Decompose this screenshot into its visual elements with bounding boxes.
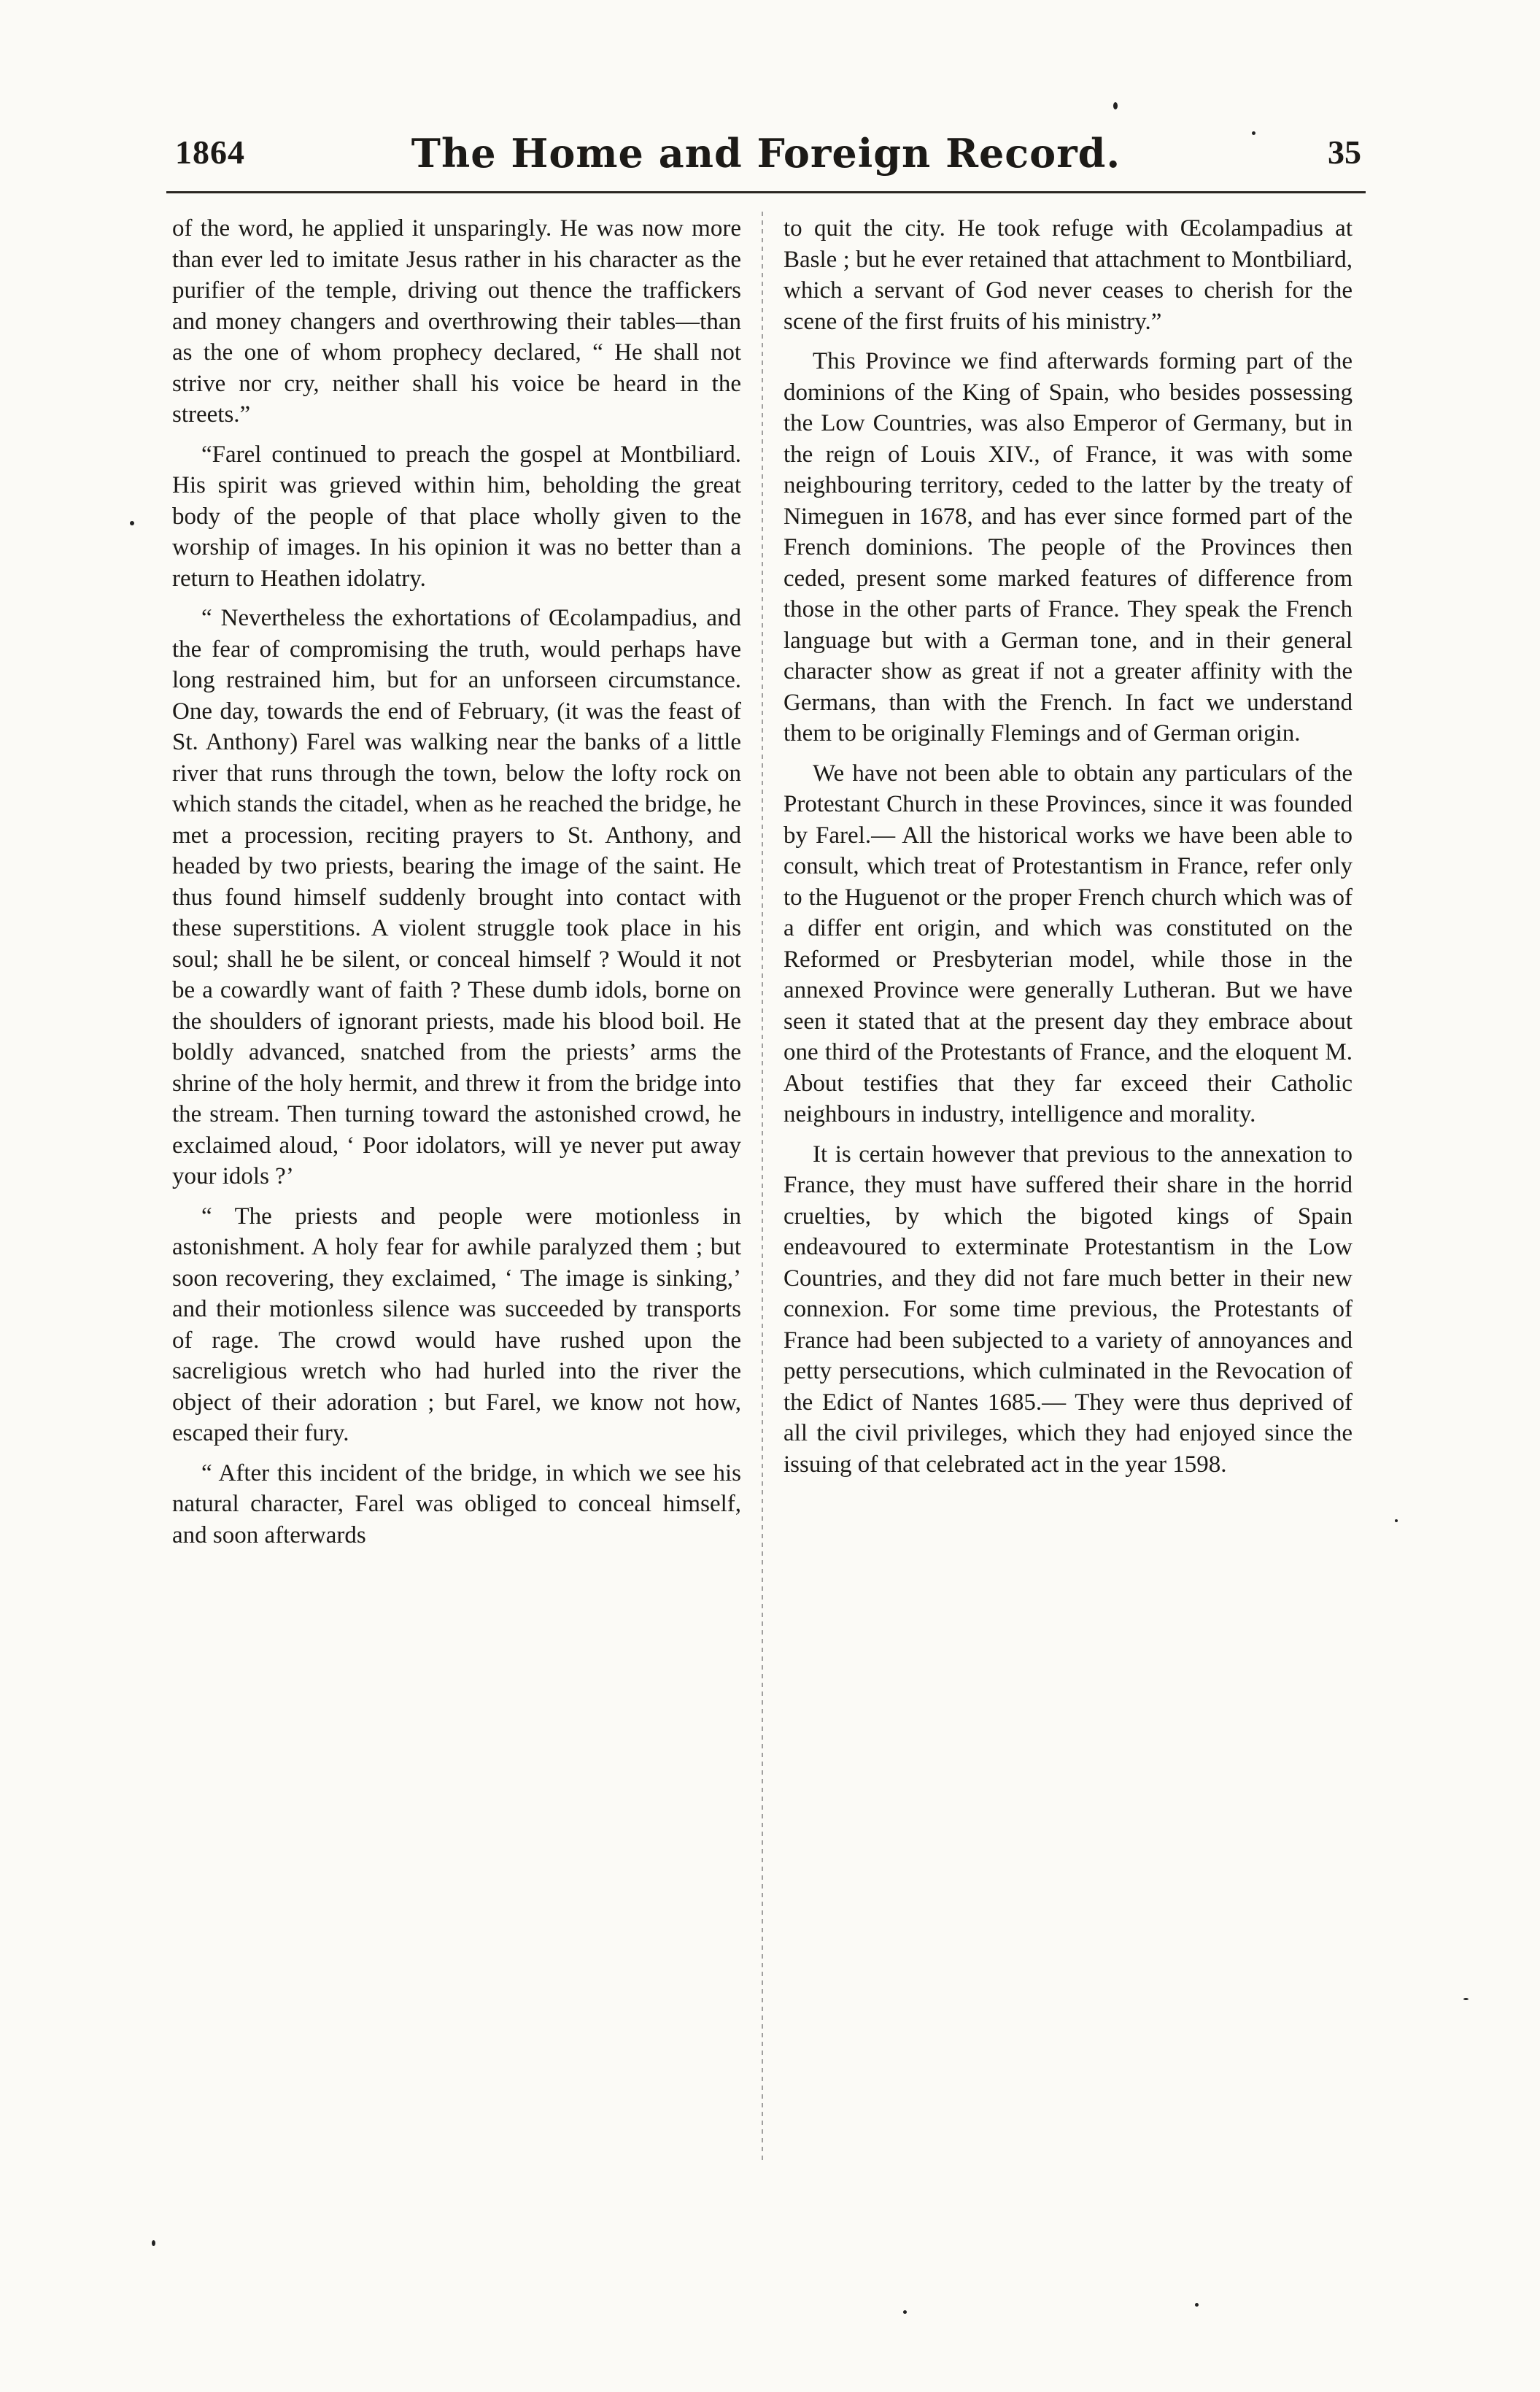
print-speck [1195,2303,1199,2307]
print-speck [152,2240,155,2246]
right-paragraph-4: It is certain however that previous to the annexation to France, they must have suffered their share in the horrid cruelties, by which the bigoted kings of Spain endeavoured to exterminate Protestantism in the Low Countries, and they did not fare much better in their new connexion. For some time previous, the Protestants of France had been subjected to a variety of annoyances and petty persecutions, which culminated in the Revocation of the Edict of Nantes 1685.— They were thus deprived of all the civil privileges, which they had enjoyed since the issuing of that celebrated act in the year 1598. [783,1141,1353,1478]
left-paragraph-5: “ After this incident of the bridge, in which we see his natural character, Farel was obliged to conceal himself, and soon afterwards [172,1459,741,1548]
column-divider [762,212,763,2160]
print-speck [1252,131,1255,135]
left-paragraph-2: “Farel continued to preach the gospel at Montbiliard. His spirit was grieved within him, beholding the great body of the people of that place wholly given to the worship of images. In his opinion it was no better than a return to Heathen idolatry. [172,441,741,592]
print-speck [130,521,134,525]
print-speck [1395,1519,1398,1522]
running-title: The Home and Foreign Record. [411,130,1121,177]
left-paragraph-1: of the word, he applied it unsparingly. He was now more than ever led to imitate Jesus rather in his character as the purifier of the temple, driving out thence the traffickers and money changers and overthrowing their tables—than as the one of whom prophecy declared, “ He shall not strive nor cry, neither shall his voice be heard in the streets.” [172,215,741,428]
left-paragraph-4: “ The priests and people were motionless in astonishment. A holy fear for awhile paralyzed them ; but soon recovering, they exclaimed, ‘ The image is sinking,’ and their motionless silence was succeeded by transports of rage. The crowd would have rushed upon the sacreligious wretch who had hurled into the river the object of their adoration ; but Farel, we know not how, escaped their fury. [172,1203,741,1446]
print-speck [1113,102,1118,109]
print-speck [1463,1998,1469,2000]
right-paragraph-2: This Province we find afterwards forming part of the dominions of the King of Spain, who besides possessing the Low Countries, was also Emperor of Germany, but in the reign of Louis XIV., of France, it was with some neighbouring territory, ceded to the latter by the treaty of Nimeguen in 1678, and has ever since formed part of the French dominions. The people of the Provinces then ceded, present some marked features of difference from those in the other parts of France. They speak the French language but with a German tone, and in their general character show as great if not a greater affinity with the Germans, than with the French. In fact we understand them to be originally Flemings and of German origin. [783,348,1353,746]
print-speck [903,2310,907,2314]
header-rule [166,191,1366,193]
running-header [166,126,1366,184]
right-column [783,213,1353,1489]
page-number: 35 [1328,134,1361,171]
right-paragraph-1: to quit the city. He took refuge with Œcolampadius at Basle ; but he ever retained that attachment to Montbiliard, which a servant of God never ceases to cherish for the scene of the first fruits of his ministry.” [783,215,1353,335]
left-column [172,213,741,1559]
left-paragraph-3: “ Nevertheless the exhortations of Œcolampadius, and the fear of compromising the truth, would perhaps have long restrained him, but for an unforseen circumstance. One day, towards the end of February, (it was the feast of St. Anthony) Farel was walking near the banks of a little river that runs through the town, below the lofty rock on which stands the citadel, when as he reached the bridge, he met a procession, reciting prayers to St. Anthony, and headed by two priests, bearing the image of the saint. He thus found himself suddenly brought into contact with these superstitions. A violent struggle took place in his soul; shall he be silent, or conceal himself ? Would it not be a cowardly want of faith ? These dumb idols, borne on the shoulders of ignorant priests, made his blood boil. He boldly advanced, snatched from the priests’ arms the shrine of the holy hermit, and threw it from the bridge into the stream. Then turning toward the astonished crowd, he exclaimed aloud, ‘ Poor idolators, will ye never put away your idols ?’ [172,605,741,1189]
page-year: 1864 [175,134,245,171]
right-paragraph-3: We have not been able to obtain any particulars of the Protestant Church in these Provinces, since it was founded by Farel.— All the historical works we have been able to consult, which treat of Protestantism in France, refer only to the Huguenot or the proper French church which was of a differ ent origin, and which was constituted on the Reformed or Presbyterian model, while those in the annexed Province were generally Lutheran. But we have seen it stated that at the present day they embrace about one third of the Protestants of France, and the eloquent M. About testifies that they far exceed their Catholic neighbours in industry, intelligence and morality. [783,760,1353,1127]
